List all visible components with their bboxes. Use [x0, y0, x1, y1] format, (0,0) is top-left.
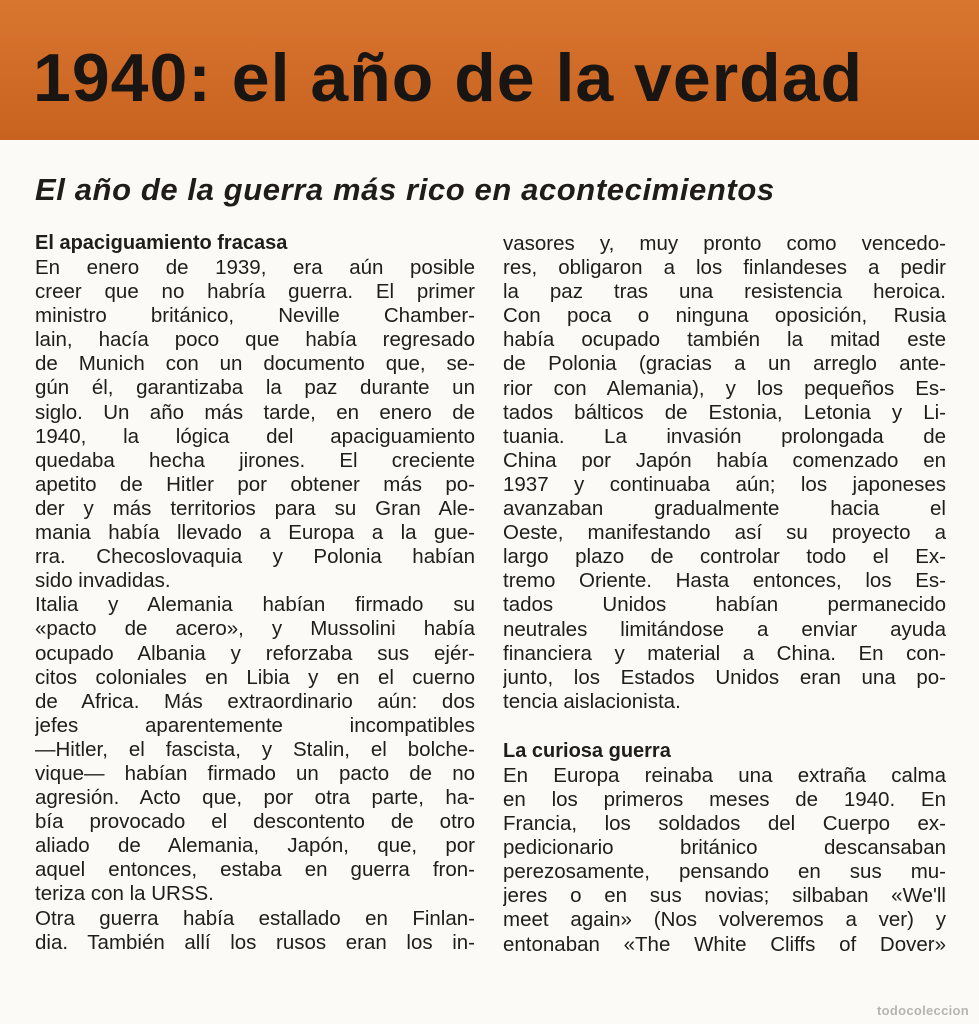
text-line: jefes aparentemente incompatibles	[35, 713, 475, 737]
text-line: siglo. Un año más tarde, en enero de	[35, 400, 475, 424]
text-line: der y más territorios para su Gran Ale-	[35, 496, 475, 520]
text-line: ministro británico, Neville Chamber-	[35, 304, 475, 328]
text-line: había ocupado también la mitad este	[503, 328, 946, 352]
text-line: creer que no habría guerra. El primer	[35, 280, 475, 304]
text-line: Otra guerra había estallado en Finlan-	[35, 906, 475, 930]
right-column-text	[503, 232, 946, 714]
text-line: de Africa. Más extraordinario aún: dos	[35, 689, 475, 713]
text-line: En Europa reinaba una extraña calma	[503, 763, 946, 787]
text-line: agresión. Acto que, por otra parte, ha-	[35, 786, 475, 810]
text-line: 1937 y continuaba aún; los japoneses	[503, 472, 946, 496]
right-column-text-2	[503, 764, 946, 957]
article-subtitle: El año de la guerra más rico en acontecimientos	[35, 172, 775, 207]
text-line: aquel entonces, estaba en guerra fron-	[35, 858, 475, 882]
text-line: bía provocado el descontento de otro	[35, 810, 475, 834]
text-line: lain, hacía poco que había regresado	[35, 328, 475, 352]
text-line: de Munich con un documento que, se-	[35, 352, 475, 376]
text-line: mania había llevado a Europa a la gue-	[35, 521, 475, 545]
text-line: rior con Alemania), y los pequeños Es-	[503, 376, 946, 400]
text-line: jeres o en sus novias; silbaban «We'll	[503, 884, 946, 908]
section-heading-curiosa-guerra: La curiosa guerra	[503, 739, 671, 762]
page-title: 1940: el año de la verdad	[33, 40, 864, 116]
text-line: meet again» (Nos volveremos a ver) y	[503, 908, 946, 932]
left-column-text	[35, 256, 475, 955]
section-spacer	[503, 714, 946, 738]
text-line: pedicionario británico descansaban	[503, 836, 946, 860]
text-line: China por Japón había comenzado en	[503, 448, 946, 472]
section-heading-apaciguamiento: El apaciguamiento fracasa	[35, 232, 288, 254]
text-line: dia. También allí los rusos eran los in-	[35, 930, 475, 954]
watermark: todocoleccion	[876, 1003, 969, 1018]
text-line: «pacto de acero», y Mussolini había	[35, 617, 475, 641]
right-column	[503, 232, 946, 957]
text-line: Italia y Alemania habían firmado su	[35, 593, 475, 617]
text-line: res, obligaron a los finlandeses a pedir	[503, 256, 946, 280]
text-line: Con poca o ninguna oposición, Rusia	[503, 304, 946, 328]
text-line: Francia, los soldados del Cuerpo ex-	[503, 812, 946, 836]
text-line: tados Unidos habían permanecido	[503, 593, 946, 617]
text-line: perezosamente, pensando en sus mu-	[503, 860, 946, 884]
text-line: Oeste, manifestando así su proyecto a	[503, 521, 946, 545]
text-line: en los primeros meses de 1940. En	[503, 787, 946, 811]
text-line: rra. Checoslovaquia y Polonia habían	[35, 545, 475, 569]
text-line: entonaban «The White Cliffs of Dover»	[503, 932, 946, 956]
text-line: En enero de 1939, era aún posible	[35, 256, 475, 279]
text-line: avanzaban gradualmente hacia el	[503, 497, 946, 521]
text-line: tuania. La invasión prolongada de	[503, 424, 946, 448]
text-line: neutrales limitándose a enviar ayuda	[503, 617, 946, 641]
text-line: la paz tras una resistencia heroica.	[503, 280, 946, 304]
text-line: teriza con la URSS.	[35, 882, 214, 906]
text-line: quedaba hecha jirones. El creciente	[35, 448, 475, 472]
text-line: financiera y material a China. En con-	[503, 641, 946, 665]
text-line: aliado de Alemania, Japón, que, por	[35, 834, 475, 858]
text-line: apetito de Hitler por obtener más po-	[35, 472, 475, 496]
title-banner	[0, 0, 979, 140]
text-line: tencia aislacionista.	[503, 689, 681, 713]
text-line: 1940, la lógica del apaciguamiento	[35, 424, 475, 448]
text-line: citos coloniales en Libia y en el cuerno	[35, 665, 475, 689]
text-line: tados bálticos de Estonia, Letonia y Li-	[503, 400, 946, 424]
text-line: largo plazo de controlar todo el Ex-	[503, 545, 946, 569]
text-line: gún él, garantizaba la paz durante un	[35, 376, 475, 400]
text-line: junto, los Estados Unidos eran una po-	[503, 665, 946, 689]
left-column	[35, 230, 475, 955]
text-line: vique— habían firmado un pacto de no	[35, 761, 475, 785]
text-line: de Polonia (gracias a un arreglo ante-	[503, 352, 946, 376]
text-line: ocupado Albania y reforzaba sus ejér-	[35, 641, 475, 665]
text-line: sido invadidas.	[35, 569, 171, 593]
text-line: tremo Oriente. Hasta entonces, los Es-	[503, 569, 946, 593]
text-line: vasores y, muy pronto como vencedo-	[503, 232, 946, 255]
text-line: —Hitler, el fascista, y Stalin, el bolche-	[35, 737, 475, 761]
